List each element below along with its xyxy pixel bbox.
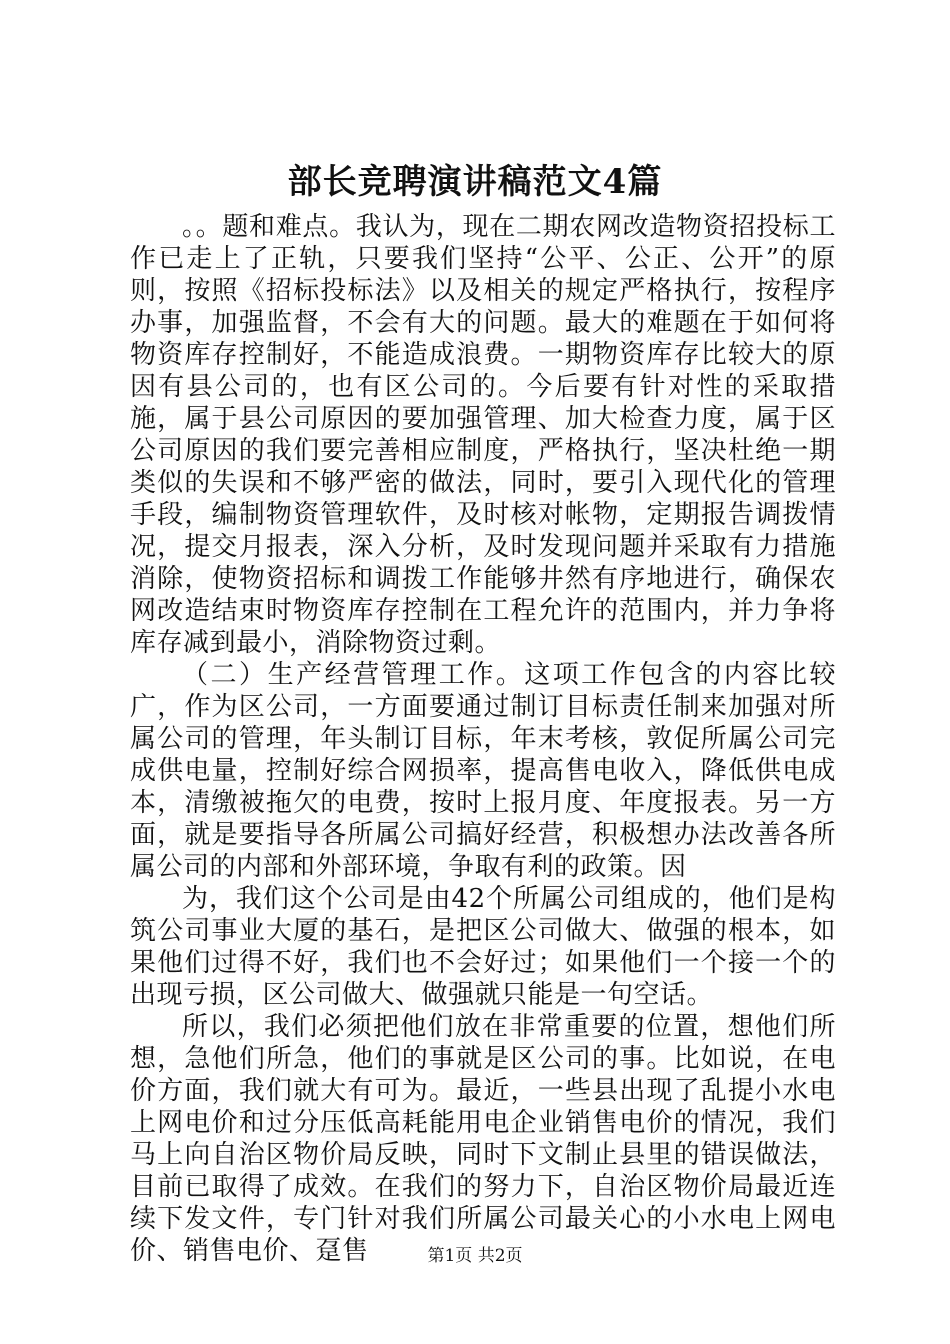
document-body xyxy=(130,211,836,1267)
paragraph-1: 。。题和难点。我认为，现在二期农网改造物资招投标工作已走上了正轨，只要我们坚持“公平、公正、公开”的原则，按照《招标投标法》以及相关的规定严格执行，按程序办事，加强监督，不会有大的问题。最大的难题在于如何将物资库存控制好，不能造成浪费。一期物资库存比较大的原因有县公司的，也有区公司的。今后要有针对性的采取措施，属于县公司原因的要加强管理、加大检查力度，属于区公司原因的我们要完善相应制度，严格执行，坚决杜绝一期类似的失误和不够严密的做法，同时，要引入现代化的管理手段，编制物资管理软件，及时核对帐物，定期报告调拨情况，提交月报表，深入分析，及时发现问题并采取有力措施消除，使物资招标和调拨工作能够井然有序地进行，确保农网改造结束时物资库存控制在工程允许的范围内，并力争将库存减到最小，消除物资过剩。 xyxy=(130,212,836,658)
paragraph-2: （二）生产经营管理工作。这项工作包含的内容比较广，作为区公司，一方面要通过制订目标责任制来加强对所属公司的管理，年头制订目标，年末考核，敦促所属公司完成供电量，控制好综合网损率，提高售电收入，降低供电成本，清缴被拖欠的电费，按时上报月度、年度报表。另一方面，就是要指导各所属公司搞好经营，积极想办法改善各所属公司的内部和外部环境，争取有利的政策。因 xyxy=(130,660,836,882)
document-title: 部长竞聘演讲稿范文4篇 xyxy=(287,162,663,202)
page-footer: 第1页 共2页 xyxy=(427,1246,523,1266)
paragraph-3: 为，我们这个公司是由42个所属公司组成的，他们是构筑公司事业大厦的基石，是把区公司做大、做强的根本，如果他们过得不好，我们也不会好过；如果他们一个接一个的出现亏损，区公司做大、做强就只能是一句空话。 xyxy=(130,884,836,1010)
paragraph-4: 所以，我们必须把他们放在非常重要的位置，想他们所想，急他们所急，他们的事就是区公司的事。比如说，在电价方面，我们就大有可为。最近，一些县出现了乱提小水电上网电价和过分压低高耗能用电企业销售电价的情况，我们马上向自治区物价局反映，同时下文制止县里的错误做法，目前已取得了成效。在我们的努力下，自治区物价局最近连续下发文件，专门针对我们所属公司最关心的小水电上网电价、销售电价、趸售 xyxy=(130,1012,836,1266)
